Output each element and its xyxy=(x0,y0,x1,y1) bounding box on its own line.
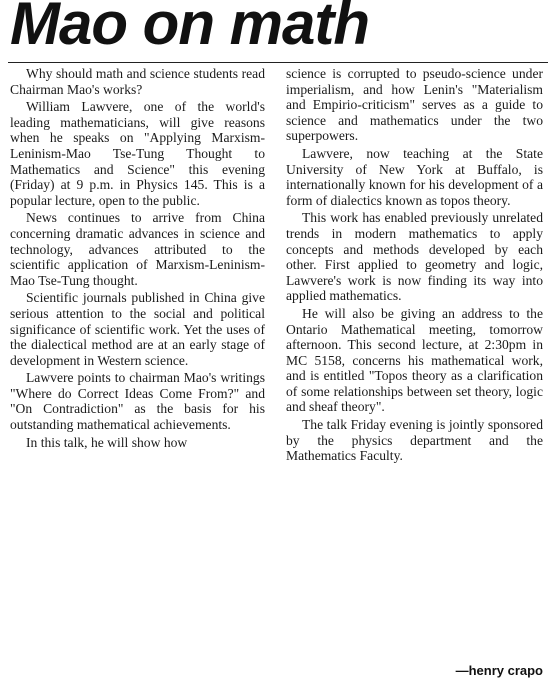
paragraph: Lawvere points to chairman Mao's writings "Where do Correct Ideas Come From?" and "On Contradiction" as the basis for his outstanding mathematical achievements. xyxy=(10,370,265,433)
paragraph: Why should math and science students read Chairman Mao's works? xyxy=(10,66,265,97)
paragraph: science is corrupted to pseudo-science under imperialism, and how Lenin's "Materialism and Empirio-criticism" serves as a guide to science and mathematics under the two superpowers. xyxy=(286,66,543,144)
paragraph: The talk Friday evening is jointly sponsored by the physics department and the Mathematics Faculty. xyxy=(286,417,543,464)
paragraph: This work has enabled previously unrelated trends in modern mathematics to apply concepts and methods developed by each other. First applied to geometry and logic, Lawvere's work is now finding its way into applied mathematics. xyxy=(286,210,543,304)
byline: —henry crapo xyxy=(455,663,543,678)
article-column-left xyxy=(10,66,265,452)
article-column-right xyxy=(286,66,543,466)
paragraph: In this talk, he will show how xyxy=(26,434,188,450)
paragraph: Scientific journals published in China give serious attention to the social and political significance of scientific work. Yet the uses of the dialectical method are at an early stage of development in Western science. xyxy=(10,290,265,368)
headline-rule xyxy=(8,62,548,63)
headline: Mao on math xyxy=(10,0,369,57)
paragraph: He will also be giving an address to the Ontario Mathematical meeting, tomorrow afternoon. This second lecture, at 2:30pm in MC 5158, concerns his mathematical work, and is entitled "Topos theory as a clarification of some relationships between set theory, logic and sheaf theory". xyxy=(286,305,543,415)
paragraph: Lawvere, now teaching at the State University of New York at Buffalo, is internationally known for his development of a form of dialectics known as topos theory. xyxy=(286,145,543,208)
paragraph: News continues to arrive from China concerning dramatic advances in science and technology, advances attributed to the scientific application of Marxism-Leninism-Mao Tse-Tung thought. xyxy=(10,210,265,288)
paragraph: William Lawvere, one of the world's leading mathematicians, will give reasons when he speaks on "Applying Marxism-Leninism-Mao Tse-Tung Thought to Mathematics and Science" this evening (Friday) at 9 p.m. in Physics 145. This is a popular lecture, open to the public. xyxy=(10,99,265,208)
